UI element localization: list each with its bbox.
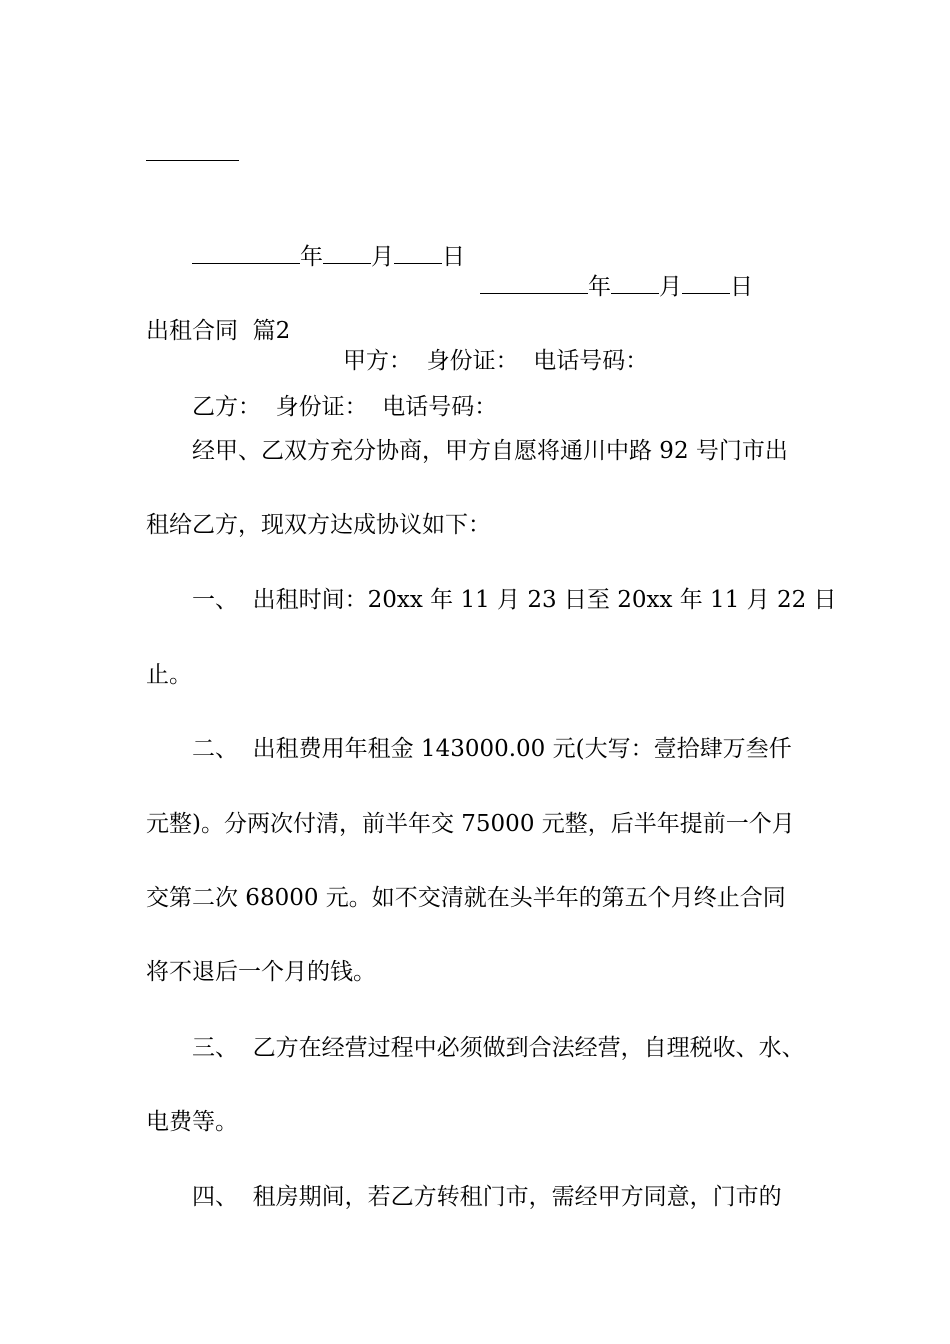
paragraph-text: 元整)。分两次付清，前半年交 75000 元整，后半年提前一个月 — [146, 811, 795, 837]
paragraph-text: 电费等。 — [146, 1109, 238, 1135]
party-a-info: 甲方： 身份证： 电话号码： — [343, 348, 649, 374]
paragraph-text: 四、 租房期间，若乙方转租门市，需经甲方同意，门市的 — [192, 1184, 782, 1210]
paragraph-text: 租给乙方，现双方达成协议如下： — [146, 512, 491, 538]
paragraph-text: 二、 出租费用年租金 143000.00 元(大写：壹拾肆万叁仟 — [192, 736, 792, 762]
date-b: 年 月 日 — [480, 271, 753, 302]
paragraph-text: 止。 — [146, 662, 192, 688]
paragraph-text: 三、 乙方在经营过程中必须做到合法经营，自理税收、水、 — [192, 1035, 805, 1061]
paragraph-text: 交第二次 68000 元。如不交清就在头半年的第五个月终止合同 — [146, 885, 786, 911]
party-b-info: 乙方： 身份证： 电话号码： — [192, 394, 498, 420]
contract-title: 出租合同 篇2 — [146, 318, 291, 344]
date-a: 年 月 日 — [192, 241, 465, 272]
paragraph-text: 将不退后一个月的钱。 — [146, 959, 376, 985]
paragraph-text: 经甲、乙双方充分协商，甲方自愿将通川中路 92 号门市出 — [192, 438, 788, 464]
paragraph-text: 一、 出租时间：20xx 年 11 月 23 日至 20xx 年 11 月 22 日 — [192, 587, 837, 613]
signature-underline — [146, 160, 239, 161]
